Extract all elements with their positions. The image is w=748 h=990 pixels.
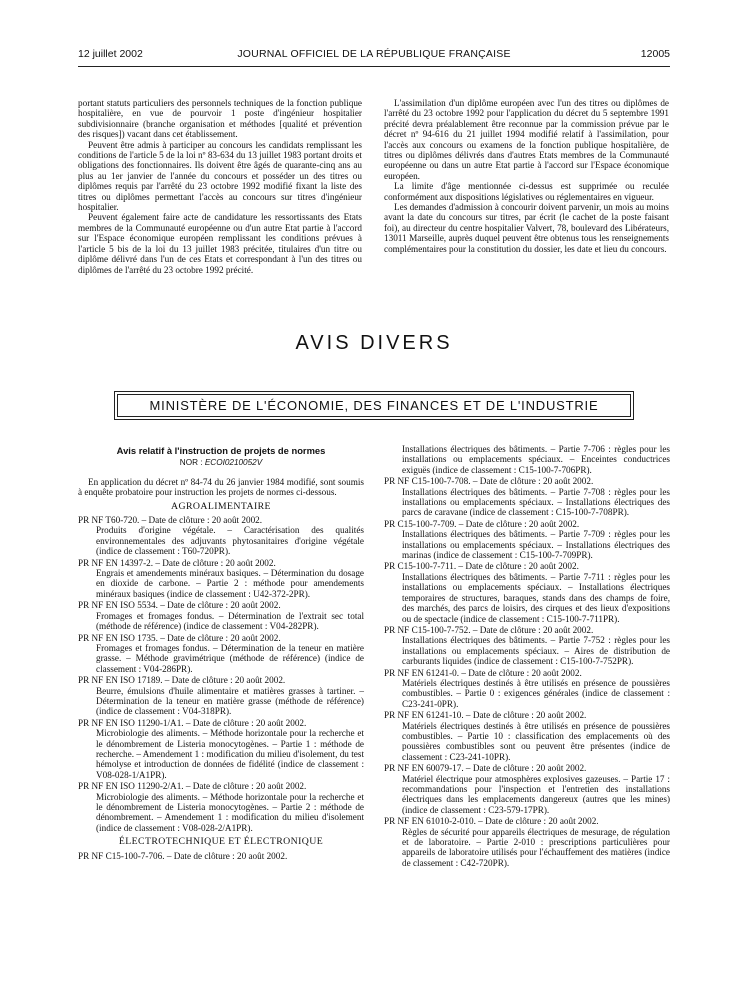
norm-entry-body: Microbiologie des aliments. – Méthode horizontale pour la recherche et le dénombrement de Listeria monocytogènes. – Partie 1 : méthode de recherche. – Amendement 1 : modification du milieu d'isolement, du test hémolyse et introduction de données de fidélité (indice de classement : V08-028-1/A1PR). [96,728,364,780]
norm-entry-body: Microbiologie des aliments. – Méthode horizontale pour la recherche et le dénombrement de Listeria monocytogènes. – Partie 2 : méthode de dénombrement. – Amendement 1 : modification du milieu d'isolement (indice de classement : V08-028-2/A1PR). [96,791,364,833]
norm-entry [384,519,670,561]
notice-title: Avis relatif à l'instruction de projets de normes [116,445,326,456]
norm-entry-head: PR C15-100-7-711. – Date de clôture : 20 août 2002. [384,561,579,572]
norm-entry-body: Installations électriques des bâtiments. – Partie 7-708 : règles pour les installations ou emplacements spéciaux. – Installations électriques des parcs de caravane (indice de classement : C15-100-7-708PR). [402,486,670,518]
ministry-name: MINISTÈRE DE L'ÉCONOMIE, DES FINANCES ET DE L'INDUSTRIE [149,398,599,413]
norm-entry-body: Matériel électrique pour atmosphères explosives gazeuses. – Partie 17 : recommandations pour l'inspection et l'entretien des installations électriques dans les emplacements dangereux (autres que les mines) (indice de classement : C23-579-17PR). [402,773,670,815]
norm-entry [384,763,670,815]
norm-entry [78,600,364,631]
header-date: 12 juillet 2002 [78,48,143,60]
norm-entry [78,718,364,780]
norm-entry-body: Fromages et fromages fondus. – Détermination de l'extrait sec total (méthode de référence) (indice de classement : V04-282PR). [96,610,364,632]
norm-entry-body: Installations électriques des bâtiments. – Partie 7-711 : règles pour les installations ou emplacements spéciaux. – Installations électriques temporaires de structures, baraques, stands dans des champs de foire, des marchés, des parcs de loisirs, des cirques et des lieux d'expositions ou de spectacle (indice de classement : C15-100-7-711PR). [402,571,670,624]
right-entry-list [384,476,670,868]
nor-label: NOR : [179,458,203,468]
norm-entry-body: Règles de sécurité pour appareils électriques de mesurage, de régulation et de laboratoire. – Partie 2-010 : prescriptions particulières pour appareils de laboratoire utilisés pour l'échauffement des matières (indice de classement : C42-720PR). [402,826,670,868]
bottom-left-column [78,444,364,862]
norm-entry-body: Installations électriques des bâtiments. – Partie 7-709 : règles pour les installations ou emplacements spéciaux. – Installations électriques des marinas (indice de classement : C15-100-7-709PR). [402,529,670,561]
norm-entry [78,675,364,717]
paragraph: La limite d'âge mentionnée ci-dessus est supprimée ou reculée conformément aux dispositions législatives ou réglementaires en vigueur. [384,181,669,202]
norm-entry-head: PR NF EN ISO 11290-2/A1. – Date de clôture : 20 août 2002. [78,781,307,792]
nor-reference [78,458,364,468]
paragraph: Les demandes d'admission à concourir doivent parvenir, un mois au moins avant la date du concours sur titres, par écrit (le cachet de la poste faisant foi), au directeur du centre hospitalier Valvert, 78, boulevard des Libérateurs, 13011 Marseille, auprès duquel peuvent être obtenus tous les renseignements complémentaires pour la constitution du dossier, les date et lieu du concours. [384,202,669,254]
paragraph: L'assimilation d'un diplôme européen avec l'un des titres ou diplômes de l'arrêté du 23 octobre 1992 pour l'application du décret du 5 septembre 1991 précité devra préalablement être reconnue par la commission prévue par le décret nº 94-616 du 21 juillet 1994 modifié relatif à l'assimilation, pour l'accès aux concours ou examens de la fonction publique hospitalière, de titres ou diplômes délivrés dans d'autres Etats membres de la Communauté européenne ou dans un autre Etat partie à l'accord sur l'Espace économique européen. [384,98,669,181]
norm-entry-body: Fromages et fromages fondus. – Détermination de la teneur en matière grasse. – Méthode gravimétrique (méthode de référence) (indice de classement : V04-286PR). [96,642,364,674]
norm-entry-head: PR NF EN ISO 17189. – Date de clôture : 20 août 2002. [78,675,286,686]
norm-entry-head: PR NF EN 61010-2-010. – Date de clôture : 20 août 2002. [384,816,599,827]
nor-value: ECOI0210052V [204,458,263,468]
norm-entry-body: Produits d'origine végétale. – Caractérisation des qualités environnementales des adjuvants phytosanitaires d'origine végétale (indice de classement : T60-720PR). [96,525,364,557]
norm-entry-head: PR NF T60-720. – Date de clôture : 20 août 2002. [78,515,263,526]
norm-entry [384,625,670,667]
norm-entry [78,851,364,861]
top-right-column [384,98,669,254]
norm-entry-body: Engrais et amendements minéraux basiques. – Détermination du dosage en dioxide de carbone. – Partie 2 : méthode pour amendements minéraux basiques (indice de classement : U42-372-2PR). [96,568,364,599]
norm-entry-head: PR NF EN 61241-0. – Date de clôture : 20 août 2002. [384,667,582,678]
norm-entry-body: Installations électriques des bâtiments. – Partie 7-752 : règles pour les installations ou emplacements spéciaux. – Aires de distribution de carburants liquides (indice de classement : C15-100-7-752PR). [402,635,670,667]
norm-entry [384,816,670,868]
top-left-column [78,98,362,275]
section-title-avis-divers: AVIS DIVERS [295,332,453,354]
ministry-banner [114,391,634,420]
norm-entry-head: PR NF EN ISO 5534. – Date de clôture : 20 août 2002. [78,600,281,611]
norm-entry [384,668,670,710]
norm-entry-head: PR NF EN ISO 11290-1/A1. – Date de clôture : 20 août 2002. [78,717,307,728]
norm-entry-head: PR NF C15-100-7-752. – Date de clôture : 20 août 2002. [384,624,594,635]
section-agroalimentaire: AGROALIMENTAIRE [171,500,271,512]
norm-entry-body: Installations électriques des bâtiments. – Partie 7-706 : règles pour les installations ou emplacements spéciaux. – Enceintes conductrices exiguës (indice de classement : C15-100-7-706PR). [402,444,670,475]
norm-entry-head: PR NF EN 14397-2. – Date de clôture : 20 août 2002. [78,557,276,568]
norm-entry-body: Beurre, émulsions d'huile alimentaire et matières grasses à tartiner. – Détermination de la teneur en matière grasse (méthode de référence) (indice de classement : V04-318PR). [96,685,364,717]
header-page-number: 12005 [640,48,670,60]
norm-entry [384,444,670,475]
norm-entry-head: PR C15-100-7-709. – Date de clôture : 20 août 2002. [384,518,580,529]
norm-entry [384,476,670,518]
section-electrotechnique: ÉLECTROTECHNIQUE ET ÉLECTRONIQUE [118,836,324,848]
norm-entry [78,633,364,675]
norm-entry-head: PR NF EN 61241-10. – Date de clôture : 20 août 2002. [384,710,587,721]
norm-entry [384,710,670,762]
norm-entry [78,515,364,557]
left-entry-list [78,515,364,833]
norm-entry-head: PR NF EN ISO 1735. – Date de clôture : 20 août 2002. [78,632,281,643]
norm-entry-body: Matériels électriques destinés à être utilisés en présence de poussières combustibles. – Partie 0 : exigences générales (indice de classement : C23-241-0PR). [402,677,670,709]
norm-entry-head: PR NF EN 60079-17. – Date de clôture : 20 août 2002. [384,763,587,774]
paragraph: Peuvent être admis à participer au concours les candidats remplissant les conditions de l'article 5 de la loi nº 83-634 du 13 juillet 1983 portant droits et obligations des fonctionnaires. Ils doivent être âgés de quarante-cinq ans au plus au 1er janvier de l'année du concours et posséder un des titres ou diplômes requis par l'arrêté du 23 octobre 1992 modifié fixant la liste des titres ou diplômes permettant l'accès au concours sur titres d'ingénieur hospitalier. [78,139,362,213]
paragraph: Peuvent également faire acte de candidature les ressortissants des Etats membres de la Communauté européenne ou d'un autre Etat partie à l'accord sur l'Espace économique européen remplissant les conditions prévues à l'article 5 bis de la loi du 13 juillet 1983 précitée, titulaires d'un titre ou diplôme délivré dans l'un de ces Etats et correspondant à l'un des titres ou diplômes de l'arrêté du 23 octobre 1992 précité. [78,212,362,275]
header-journal-title: JOURNAL OFFICIEL DE LA RÉPUBLIQUE FRANÇAISE [237,48,511,60]
header-rule [78,66,670,67]
norm-entry-head: PR NF C15-100-7-708. – Date de clôture : 20 août 2002. [384,476,594,487]
norm-entry-head: PR NF C15-100-7-706. – Date de clôture : 20 août 2002. [78,850,288,861]
norm-entry [384,561,670,623]
notice-intro: En application du décret nº 84-74 du 26 janvier 1984 modifié, sont soumis à enquête probatoire pour instruction les projets de normes ci-dessous. [78,476,364,498]
page-header [78,48,670,64]
norm-entry [78,781,364,833]
bottom-right-column [384,444,670,869]
norm-entry [78,558,364,600]
paragraph: portant statuts particuliers des personnels techniques de la fonction publique hospitalière, en vue de pourvoir 1 poste d'ingénieur hospitalier subdivisionnaire (branche organisation et méthodes [qualité et prévention des risques]) vacant dans cet établissement. [78,98,362,140]
norm-entry-body: Matériels électriques destinés à être utilisés en présence de poussières combustibles. – Partie 10 : classification des emplacements où des poussières combustibles sont ou peuvent être présentes (indice de classement : C23-241-10PR). [402,720,670,762]
